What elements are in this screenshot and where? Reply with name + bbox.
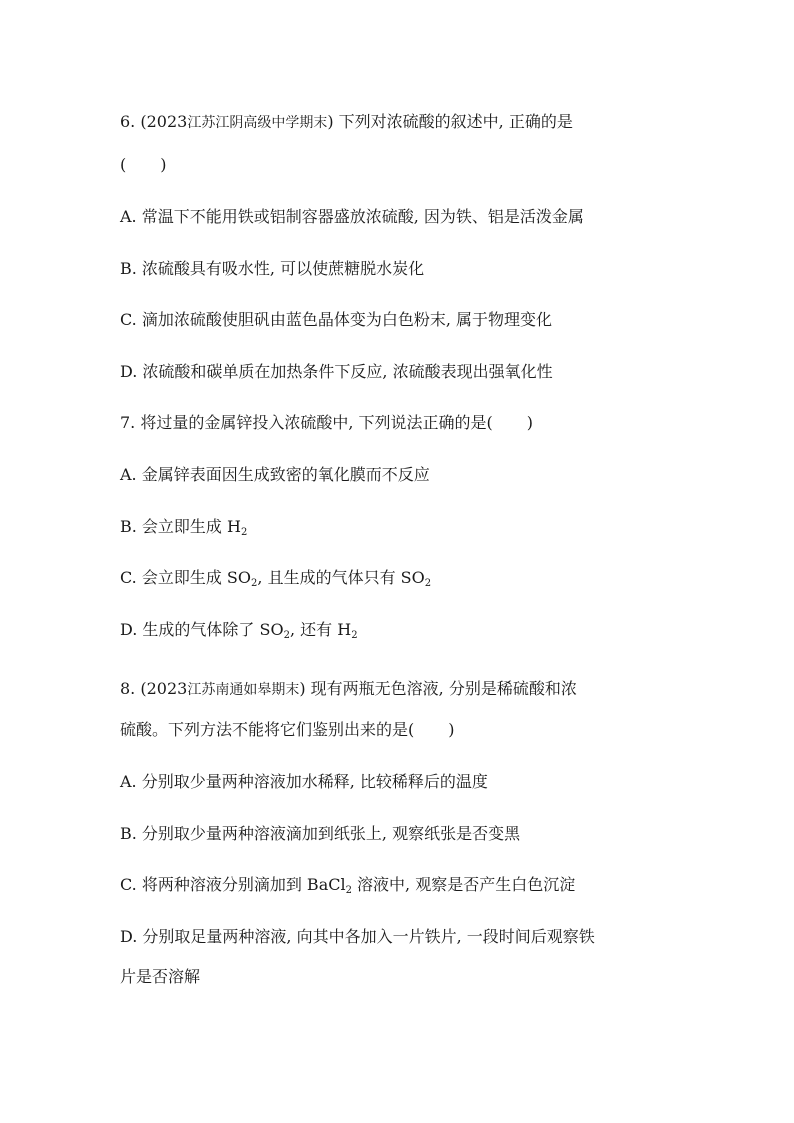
q8-source: 江苏南通如皋期末 (187, 682, 300, 698)
q8-option-c-text-2: 溶液中, 观察是否产生白色沉淀 (351, 875, 576, 894)
q8-source-close: ) (299, 679, 306, 698)
q8-option-c-text-1: C. 将两种溶液分别滴加到 BaCl (120, 875, 346, 894)
q8-stem-line-2 (120, 719, 674, 741)
q8-source-open: (2023 (140, 679, 188, 698)
q6-source: 江苏江阴高级中学期末 (187, 115, 328, 131)
q7-option-b (120, 516, 674, 538)
q8-option-d-line-1: D. 分别取足量两种溶液, 向其中各加入一片铁片, 一段时间后观察铁 (120, 927, 595, 946)
q7-option-c-text-2: , 且生成的气体只有 SO (257, 568, 425, 587)
q7-stem (120, 412, 674, 434)
q8-paren-close: ) (448, 720, 455, 739)
q7-option-c-sub-2: 2 (424, 578, 432, 589)
q7-option-d-text-1: D. 生成的气体除了 SO (120, 620, 284, 639)
q6-source-close: ) (327, 112, 334, 131)
q7-option-d-sub-1: 2 (283, 630, 290, 641)
q8-option-d-line-2: 片是否溶解 (120, 967, 201, 986)
q6-paren-close: ) (160, 155, 167, 174)
q6-option-a: A. 常温下不能用铁或铝制容器盛放浓硫酸, 因为铁、铝是活泼金属 (120, 207, 584, 226)
q6-paren-open: ( (120, 155, 127, 174)
q6-option-c: C. 滴加浓硫酸使胆矾由蓝色晶体变为白色粉末, 属于物理变化 (120, 310, 553, 329)
q7-option-c-text-1: C. 会立即生成 SO (120, 568, 252, 587)
q7-option-b-text: B. 会立即生成 H (120, 517, 241, 536)
q8-stem-text-2: 硫酸。下列方法不能将它们鉴别出来的是( (120, 720, 415, 739)
q7-stem-text: 7. 将过量的金属锌投入浓硫酸中, 下列说法正确的是( (120, 413, 493, 432)
q7-option-b-sub: 2 (240, 527, 248, 538)
q6-source-open: (2023 (140, 112, 188, 131)
q6-stem-line-2 (120, 154, 674, 176)
q8-number: 8. (120, 679, 136, 698)
q8-option-c (120, 874, 674, 896)
q7-option-a: A. 金属锌表面因生成致密的氧化膜而不反应 (120, 465, 430, 484)
q8-option-a: A. 分别取少量两种溶液加水稀释, 比较稀释后的温度 (120, 772, 488, 791)
q7-option-d-sub-2: 2 (351, 630, 358, 641)
q7-paren-close: ) (526, 413, 534, 432)
q8-stem-line-1 (120, 678, 674, 701)
q6-stem-line-1 (120, 111, 674, 134)
q8-stem-text-1: 现有两瓶无色溶液, 分别是稀硫酸和浓 (310, 679, 577, 698)
q8-option-b: B. 分别取少量两种溶液滴加到纸张上, 观察纸张是否变黑 (120, 824, 521, 843)
q7-option-d-text-2: , 还有 H (289, 620, 352, 639)
q6-stem-text: 下列对浓硫酸的叙述中, 正确的是 (338, 112, 573, 131)
q6-number: 6. (120, 112, 136, 131)
q7-option-c-sub-1: 2 (251, 578, 258, 589)
q8-option-c-sub: 2 (345, 885, 352, 896)
q7-option-d (120, 619, 674, 641)
q7-option-c (120, 567, 674, 589)
q6-option-d: D. 浓硫酸和碳单质在加热条件下反应, 浓硫酸表现出强氧化性 (120, 362, 553, 381)
q6-option-b: B. 浓硫酸具有吸水性, 可以使蔗糖脱水炭化 (120, 259, 425, 278)
